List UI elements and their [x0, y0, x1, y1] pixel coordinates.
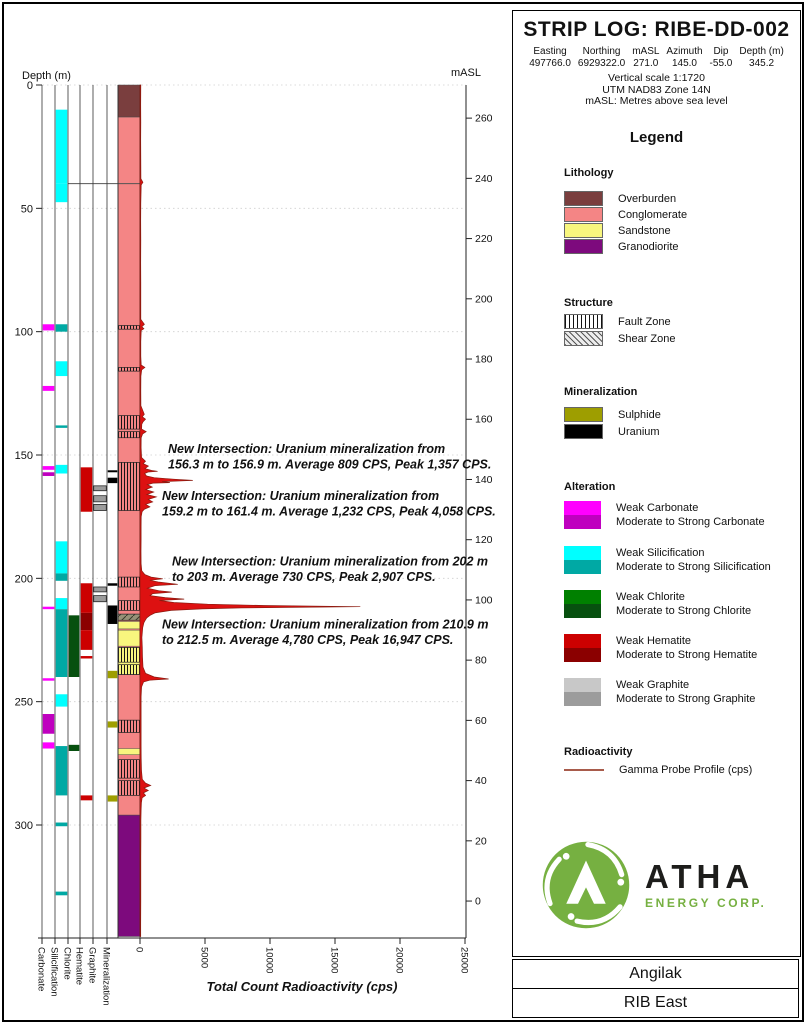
radioactivity-tick-label: 15000: [328, 947, 340, 974]
mineralization-interval: [108, 671, 118, 678]
project-name: Angilak: [513, 960, 798, 989]
masl-tick-label: 220: [475, 233, 493, 246]
alteration-interval: [69, 745, 80, 751]
lithology-interval: [118, 815, 140, 936]
masl-tick-label: 260: [475, 112, 493, 125]
info-panel: [512, 10, 801, 957]
alteration-interval: [81, 467, 93, 511]
masl-tick-label: 100: [475, 594, 493, 607]
sandstone-swatch: [564, 223, 603, 238]
masl-axis-title: mASL: [451, 67, 481, 79]
alteration-interval: [81, 630, 93, 650]
column-label: Hematite: [73, 947, 85, 986]
alteration-interval: [56, 425, 68, 427]
masl-tick-label: 0: [475, 895, 481, 908]
legend-item-granodiorite: Granodiorite: [564, 239, 679, 254]
fault-zone: [118, 647, 140, 662]
masl-tick-label: 20: [475, 835, 487, 848]
masl-tick-label: 40: [475, 775, 487, 788]
mineralization-interval: [108, 583, 118, 585]
collar-field-azimuth: Azimuth 145.0: [666, 46, 703, 69]
alteration-interval: [94, 587, 107, 592]
chart-element: 156.3 m to 156.9 m. Average 809 CPS, Peak 1,357 CPS.: [168, 457, 492, 472]
project-title-block: [512, 959, 799, 1018]
column-label: Chlorite: [61, 947, 73, 980]
masl-tick-label: 60: [475, 714, 487, 727]
depth-tick-label: 50: [20, 203, 33, 216]
alteration-interval: [81, 583, 93, 613]
shear-zone: [118, 614, 140, 620]
legend-item-shear-zone: Shear Zone: [564, 331, 675, 346]
alteration-interval: [43, 466, 55, 470]
alteration-interval: [56, 541, 68, 573]
alteration-interval: [69, 615, 80, 677]
fault-zone: [118, 367, 140, 371]
masl-tick-label: 160: [475, 413, 493, 426]
alteration-interval: [43, 607, 55, 609]
radioactivity-axis-title: Total Count Radioactivity (cps): [206, 979, 398, 994]
note-scale: Vertical scale 1:1720: [608, 72, 705, 84]
alteration-interval: [43, 386, 55, 391]
shear-zone-swatch: [564, 331, 603, 346]
chlorite-swatch: [564, 590, 601, 618]
masl-tick-label: 240: [475, 172, 493, 185]
fault-zone: [118, 577, 140, 587]
mineralization-interval: [108, 478, 118, 483]
alteration-interval: [56, 746, 68, 795]
legend-item-graphite: Weak Graphite Moderate to Strong Graphite: [564, 678, 755, 706]
legend-item-fault-zone: Fault Zone: [564, 314, 671, 329]
chart-element: to 212.5 m. Average 4,780 CPS, Peak 16,947 CPS.: [162, 632, 454, 647]
masl-tick-label: 200: [475, 293, 493, 306]
legend-item-overburden: Overburden: [564, 191, 676, 206]
alteration-interval: [81, 656, 93, 658]
depth-tick-label: 200: [14, 573, 33, 586]
mineralization-interval: [108, 470, 118, 472]
lithology-interval: [118, 749, 140, 755]
masl-tick-label: 80: [475, 654, 487, 667]
collar-info: [513, 46, 800, 69]
column-label: Mineralization: [100, 947, 112, 1006]
chart-element: New Intersection: Uranium mineralization from 202 m: [172, 554, 489, 569]
overburden-swatch: [564, 191, 603, 206]
masl-tick-label: 140: [475, 473, 493, 486]
collar-field-depth: Depth (m) 345.2: [739, 46, 784, 69]
atha-logo: [539, 829, 779, 941]
header-notes: [513, 73, 800, 108]
alteration-interval: [56, 598, 68, 609]
chart-element: 159.2 m to 161.4 m. Average 1,232 CPS, Peak 4,058 CPS.: [162, 504, 496, 519]
silicification-swatch: [564, 546, 601, 574]
alteration-interval: [56, 184, 68, 203]
legend-item-uranium: Uranium: [564, 424, 660, 439]
collar-field-masl: mASL 271.0: [632, 46, 660, 69]
alteration-interval: [43, 472, 55, 476]
fault-zone: [118, 760, 140, 779]
alteration-interval: [43, 678, 55, 680]
gamma-line-swatch: [564, 769, 604, 771]
project-area: RIB East: [623, 993, 688, 1011]
fault-zone: [118, 665, 140, 675]
column-label: Carbonate: [35, 947, 47, 992]
intersection-annotation: [168, 442, 491, 472]
radioactivity-tick-label: 20000: [393, 947, 405, 974]
alteration-interval: [43, 714, 55, 734]
atha-wordmark: ATHA: [645, 858, 755, 895]
alteration-interval: [56, 324, 68, 331]
fault-zone: [118, 416, 140, 430]
collar-field-dip: Dip -55.0: [709, 46, 733, 69]
alteration-interval: [56, 694, 68, 706]
alteration-interval: [56, 609, 68, 677]
fault-zone: [118, 462, 140, 510]
legend-section-alteration: Alteration: [564, 481, 616, 493]
fault-zone: [118, 720, 140, 732]
alteration-interval: [43, 324, 55, 330]
masl-tick-label: 180: [475, 353, 493, 366]
depth-tick-label: 150: [14, 450, 33, 463]
column-label: Silicification: [48, 947, 60, 997]
radioactivity-tick-label: 0: [133, 947, 145, 953]
depth-tick-label: 250: [14, 696, 33, 709]
legend-item-sulphide: Sulphide: [564, 407, 661, 422]
depth-axis-title: Depth (m): [22, 70, 71, 82]
atha-logo-icon: [539, 838, 633, 932]
alteration-interval: [94, 486, 107, 491]
alteration-interval: [56, 361, 68, 376]
alteration-interval: [81, 613, 93, 630]
graphite-swatch: [564, 678, 601, 706]
note-datum: UTM NAD83 Zone 14N: [602, 83, 711, 96]
fault-zone: [118, 781, 140, 796]
chart-element: New Intersection: Uranium mineralization from: [168, 442, 446, 457]
alteration-interval: [56, 110, 68, 184]
alteration-interval: [56, 823, 68, 827]
note-masl: mASL: Metres above sea level: [585, 95, 728, 108]
sulphide-swatch: [564, 407, 603, 422]
alteration-interval: [81, 795, 93, 800]
fault-zone: [118, 432, 140, 438]
atha-subtitle: ENERGY CORP.: [645, 896, 767, 910]
collar-field-easting: Easting 497766.0: [529, 46, 571, 69]
alteration-interval: [94, 504, 107, 510]
radioactivity-tick-label: 5000: [198, 947, 210, 969]
legend-item-hematite: Weak Hematite Moderate to Strong Hematite: [564, 634, 757, 662]
mineralization-interval: [108, 795, 118, 801]
lithology-interval: [118, 622, 140, 629]
alteration-interval: [43, 742, 55, 748]
depth-tick-label: 100: [14, 326, 33, 339]
chart-element: to 203 m. Average 730 CPS, Peak 2,907 CPS.: [172, 569, 436, 584]
lithology-interval: [118, 630, 140, 646]
alteration-interval: [94, 496, 107, 502]
conglomerate-swatch: [564, 207, 603, 222]
legend-item-silicification: Weak Silicification Moderate to Strong Silicification: [564, 546, 771, 574]
masl-tick-label: 120: [475, 534, 493, 547]
legend-section-lithology: Lithology: [564, 167, 614, 179]
hematite-swatch: [564, 634, 601, 662]
intersection-annotation: [162, 489, 496, 519]
radioactivity-tick-label: 10000: [263, 947, 275, 974]
depth-tick-label: 300: [14, 820, 33, 833]
intersection-annotation: [172, 554, 488, 584]
atha-logo-text: [645, 860, 766, 910]
legend-section-radioactivity: Radioactivity: [564, 746, 633, 758]
mineralization-interval: [108, 721, 118, 727]
mineralization-interval: [108, 605, 118, 624]
uranium-swatch: [564, 424, 603, 439]
legend-item-carbonate: Weak Carbonate Moderate to Strong Carbonate: [564, 501, 765, 529]
legend-item-gamma-profile: Gamma Probe Profile (cps): [564, 764, 752, 776]
carbonate-swatch: [564, 501, 601, 529]
intersection-annotation: [162, 617, 488, 647]
lithology-interval: [118, 85, 140, 117]
alteration-interval: [56, 465, 68, 474]
depth-tick-label: 0: [26, 80, 33, 92]
alteration-interval: [56, 573, 68, 580]
alteration-interval: [56, 892, 68, 896]
legend-item-chlorite: Weak Chlorite Moderate to Strong Chlorite: [564, 590, 751, 618]
collar-field-northing: Northing 6929322.0: [577, 46, 626, 69]
legend-title: Legend: [629, 129, 684, 146]
granodiorite-swatch: [564, 239, 603, 254]
alteration-interval: [94, 596, 107, 602]
fault-zone: [118, 326, 140, 330]
page-title: STRIP LOG: RIBE-DD-002: [523, 18, 790, 41]
legend-item-conglomerate: Conglomerate: [564, 207, 687, 222]
radioactivity-tick-label: 25000: [458, 947, 470, 974]
fault-zone: [118, 601, 140, 611]
chart-element: New Intersection: Uranium mineralization from: [162, 489, 440, 504]
fault-zone-swatch: [564, 314, 603, 329]
legend-item-sandstone: Sandstone: [564, 223, 671, 238]
legend-section-mineralization: Mineralization: [564, 386, 638, 398]
chart-element: New Intersection: Uranium mineralization from 210.9 m: [162, 617, 489, 632]
column-label: Graphite: [86, 947, 98, 984]
legend-section-structure: Structure: [564, 297, 613, 309]
